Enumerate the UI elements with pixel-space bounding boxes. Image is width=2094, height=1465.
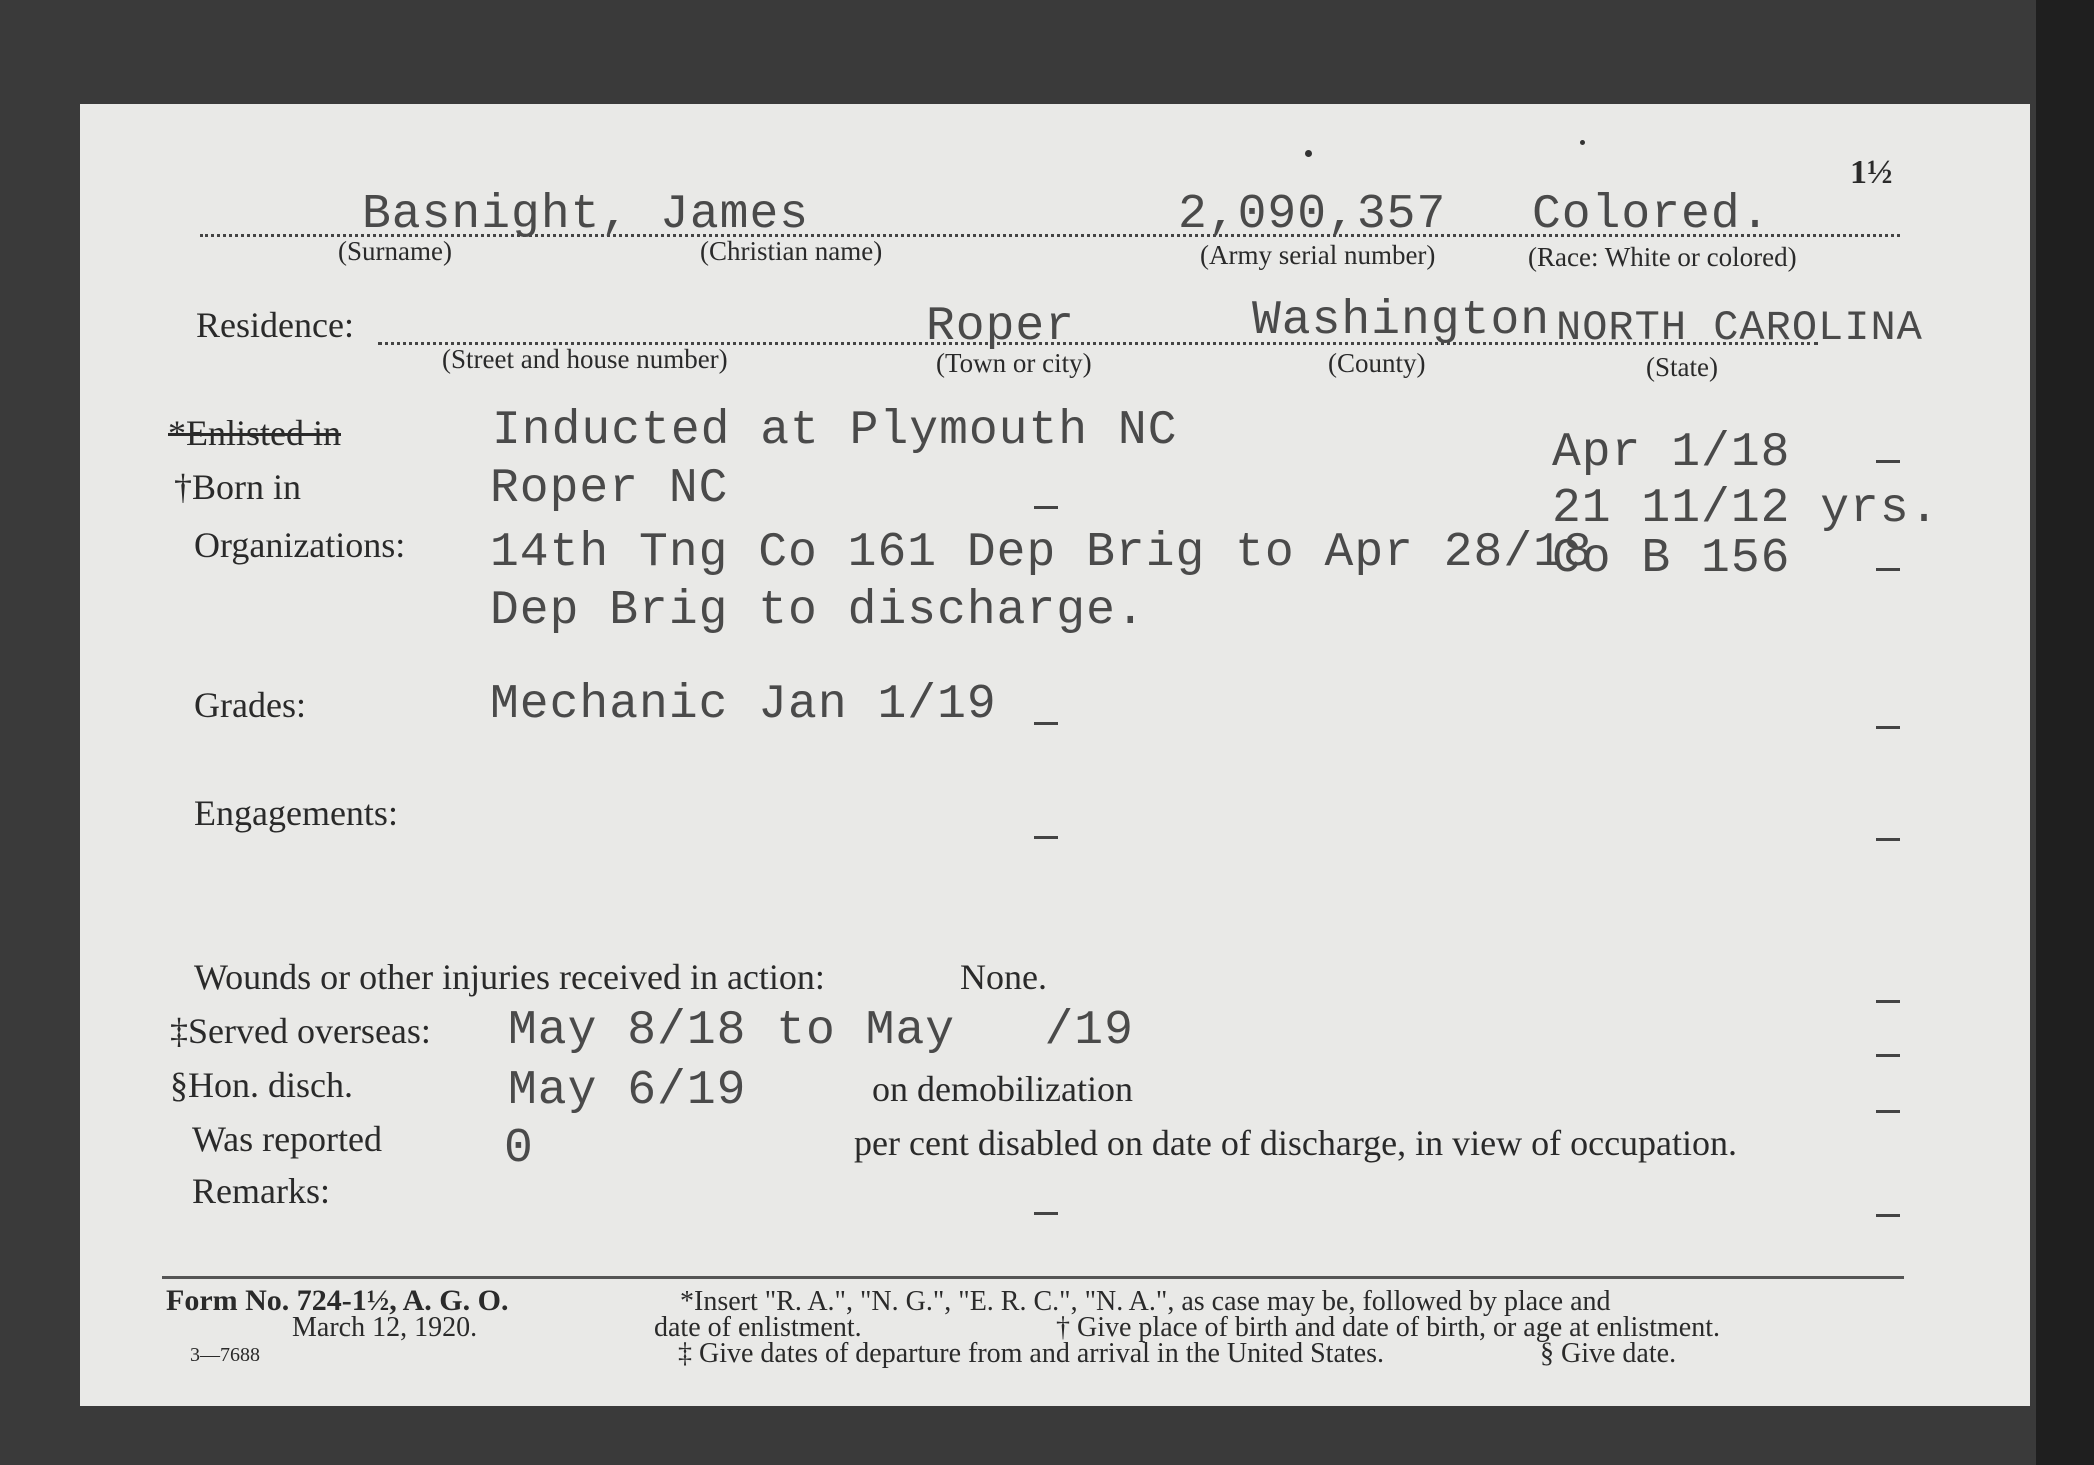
discharge-dash bbox=[1876, 1110, 1900, 1113]
residence-state-value: NORTH CAROLINA bbox=[1556, 304, 1923, 352]
engagements-dash bbox=[1034, 836, 1058, 839]
born-age: 21 11/12 yrs. bbox=[1552, 482, 1940, 536]
wounds-dash bbox=[1876, 1000, 1900, 1003]
overseas-label: ‡Served overseas: bbox=[170, 1011, 431, 1051]
service-record-card bbox=[80, 104, 2030, 1406]
county-caption: (County) bbox=[1328, 348, 1426, 378]
footer-note3: ‡ Give dates of departure from and arrival in the United States. bbox=[678, 1338, 1384, 1369]
footer-note4: § Give date. bbox=[1540, 1338, 1677, 1369]
born-dash bbox=[1034, 506, 1058, 509]
enlisted-label: *Enlisted in bbox=[168, 413, 341, 453]
enlisted-dash bbox=[1876, 460, 1900, 463]
grades-label: Grades: bbox=[194, 685, 306, 725]
ink-speck bbox=[1305, 150, 1312, 157]
race-value: Colored. bbox=[1532, 188, 1771, 242]
enlisted-date: Apr 1/18 bbox=[1552, 426, 1791, 480]
organizations-unit: Co B 156 bbox=[1552, 532, 1791, 586]
organizations-label: Organizations: bbox=[194, 525, 406, 565]
discharge-note: on demobilization bbox=[872, 1069, 1133, 1109]
enlisted-value: Inducted at Plymouth NC bbox=[492, 404, 1178, 458]
overseas-value: May 8/18 to May /19 bbox=[508, 1004, 1134, 1058]
grades-dash-right bbox=[1876, 726, 1900, 729]
footer-note1: *Insert "R. A.", "N. G.", "E. R. C.", "N. A.", as case may be, followed by place and bbox=[680, 1286, 1611, 1317]
serial-caption: (Army serial number) bbox=[1200, 240, 1436, 270]
organizations-line1: 14th Tng Co 161 Dep Brig to Apr 28/18 bbox=[490, 526, 1593, 580]
reported-text: per cent disabled on date of discharge, in view of occupation. bbox=[854, 1123, 1738, 1163]
scan-background-edge bbox=[2036, 0, 2094, 1465]
overseas-dash bbox=[1876, 1054, 1900, 1057]
footer-form-id: Form No. 724-1½, A. G. O. bbox=[166, 1284, 509, 1317]
footer-rule bbox=[162, 1276, 1904, 1279]
footer-form-date: March 12, 1920. bbox=[292, 1312, 478, 1343]
discharge-value: May 6/19 bbox=[508, 1064, 747, 1118]
race-caption: (Race: White or colored) bbox=[1528, 242, 1797, 272]
state-caption: (State) bbox=[1646, 352, 1718, 382]
reported-label: Was reported bbox=[192, 1119, 383, 1159]
residence-town-value: Roper bbox=[926, 300, 1076, 354]
grades-dash bbox=[1034, 722, 1058, 725]
wounds-value: None. bbox=[960, 957, 1047, 997]
organizations-dash bbox=[1876, 568, 1900, 571]
christian-caption: (Christian name) bbox=[700, 236, 883, 266]
residence-county-value: Washington bbox=[1252, 294, 1551, 348]
ink-speck bbox=[1580, 140, 1585, 145]
surname-value: Basnight, James bbox=[362, 188, 810, 242]
remarks-dash bbox=[1034, 1212, 1058, 1215]
town-caption: (Town or city) bbox=[936, 348, 1092, 378]
form-number: 1½ bbox=[1850, 154, 1893, 191]
street-caption: (Street and house number) bbox=[442, 344, 728, 374]
born-value: Roper NC bbox=[490, 462, 729, 516]
reported-value: 0 bbox=[504, 1122, 534, 1176]
residence-label: Residence: bbox=[196, 305, 354, 345]
grades-value: Mechanic Jan 1/19 bbox=[490, 678, 997, 732]
wounds-label: Wounds or other injuries received in action: bbox=[194, 957, 825, 997]
engagements-label: Engagements: bbox=[194, 793, 398, 833]
organizations-line2: Dep Brig to discharge. bbox=[490, 584, 1146, 638]
footer-note1b: date of enlistment. bbox=[654, 1312, 862, 1343]
born-label: †Born in bbox=[174, 467, 302, 507]
serial-value: 2,090,357 bbox=[1178, 188, 1447, 242]
surname-caption: (Surname) bbox=[338, 236, 452, 266]
engagements-dash-right bbox=[1876, 838, 1900, 841]
footer-note2: † Give place of birth and date of birth, or age at enlistment. bbox=[1056, 1312, 1721, 1343]
remarks-label: Remarks: bbox=[192, 1171, 330, 1211]
footer-print-code: 3—7688 bbox=[190, 1344, 260, 1366]
discharge-label: §Hon. disch. bbox=[170, 1065, 353, 1105]
remarks-dash-right bbox=[1876, 1214, 1900, 1217]
